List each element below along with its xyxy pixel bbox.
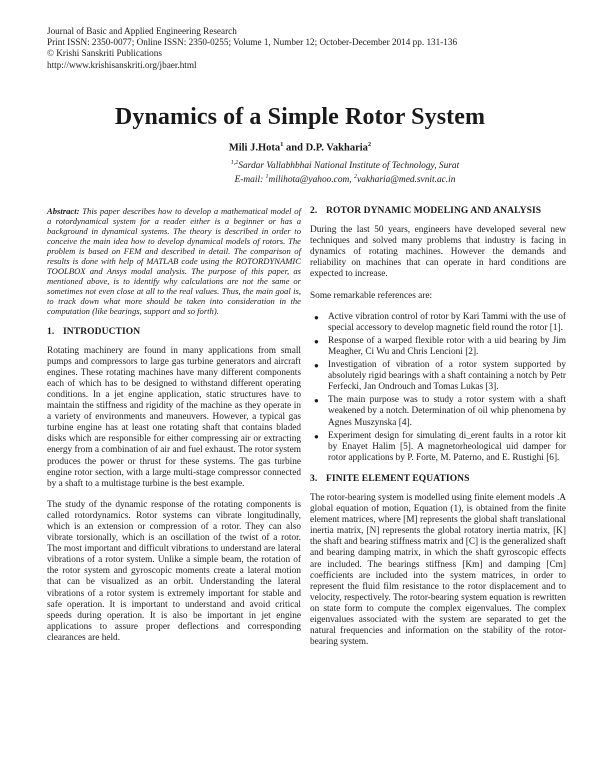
abstract-label: Abstract: xyxy=(47,206,80,216)
journal-copyright: © Krishi Sanskriti Publications xyxy=(47,48,162,59)
abstract xyxy=(47,206,301,317)
section-title: INTRODUCTION xyxy=(63,326,141,337)
affiliation-text: Sardar Vallabhbhai National Institute of Technology, Surat xyxy=(238,161,460,172)
email-superscript: 1 xyxy=(265,174,269,181)
paragraph: Rotating machinery are found in many applications from small pumps and compressors to large gas turbine generators and aircraft engines. These rotating machines have many different components each of which has to be designed to withstand different operating conditions. In a jet engine application, static structures have to maintain the stiffness and rigidity of the machine as they operate in a variety of environments and maneuvers. However, a typical gas turbine engine has at least one rotating shaft that contains bladed disks which are responsible for either compressing air or extracting energy from a combination of air and fuel exhaust. The rotor system produces the power or thrust for these systems. The gas turbine engine rotor section, with a large multi-stage compressor connected by a shaft to a multistage turbine is the best example. xyxy=(47,345,301,489)
list-item xyxy=(314,395,566,428)
section-number: 3. xyxy=(310,473,318,484)
bullet-icon: ● xyxy=(314,336,319,346)
paragraph: During the last 50 years, engineers have developed several new techniques and solved many problems that industry is facing in dynamics of rotating machines. However the demands and reliability on machines that can operate in hard conditions are expected to increase. xyxy=(310,225,566,280)
author-separator: and xyxy=(283,142,306,154)
author-superscript: 1 xyxy=(280,141,284,148)
paragraph: Some remarkable references are: xyxy=(310,290,433,301)
email-line xyxy=(180,172,510,186)
bullet-icon: ● xyxy=(314,431,319,441)
affiliation-block xyxy=(180,158,510,187)
list-item xyxy=(314,360,566,393)
abstract-text: This paper describes how to develop a mathematical model of a rotordynamical system for a reader either is a beginner or has a background in dynamical systems. The theory is described in order to conceive the main idea how to develop dynamical models of rotors. The problem is based on FEM and described in detail. The comparison of results is done with help of MATLAB code using the ROTORDYNAMIC TOOLBOX and Ansys modal analysis. The purpose of this paper, as mentioned above, is to identify why calculations are not the same or sometimes not even close at all to the real values. Thus, the main goal is, to track down what more should be taken into consideration in the computation (like bearings, support and so forth). xyxy=(47,206,301,317)
list-item-text: Response of a warped flexible rotor with a uid bearing by Jim Meagher, Ci Wu and Chris Lencioni [2]. xyxy=(328,335,566,357)
author-superscript: 2 xyxy=(367,141,372,148)
section-title: ROTOR DYNAMIC MODELING AND ANALYSIS xyxy=(326,206,542,216)
affiliation-superscript: 1,2 xyxy=(230,160,239,166)
journal-issn-line: Print ISSN: 2350-0077; Online ISSN: 2350-0255; Volume 1, Number 12; October-December 2014 pp. 131-136 xyxy=(47,37,458,48)
right-column xyxy=(310,206,566,658)
bullet-icon: ● xyxy=(314,361,319,371)
email-prefix: E-mail: xyxy=(234,175,266,186)
affiliation-line xyxy=(180,158,510,172)
paper-title: Dynamics of a Simple Rotor System xyxy=(114,104,486,130)
list-item-text: Experiment design for simulating di_erent faults in a rotor kit by Enayet Halim [5]. A magnetorheological uid damper for rotor applications by P. Forte, M. Paterno, and E. Rustighi [6]. xyxy=(328,430,566,463)
section-number: 1. xyxy=(47,326,55,337)
email-address[interactable]: milihota@yahoo.com, xyxy=(268,175,354,186)
list-item xyxy=(314,335,566,358)
reference-list xyxy=(310,312,566,464)
section-heading-finite-element-equations xyxy=(310,474,566,485)
list-item-text: Active vibration control of rotor by Kari Tammi with the use of special accessory to develop magnetic field round the rotor [1]. xyxy=(328,311,566,333)
bullet-icon: ● xyxy=(314,396,319,406)
section-title: FINITE ELEMENT EQUATIONS xyxy=(326,473,470,484)
author-line xyxy=(0,141,600,154)
list-item xyxy=(314,311,566,334)
author-name: D.P. Vakharia xyxy=(305,142,368,154)
journal-url[interactable]: http://www.krishisanskriti.org/jbaer.html xyxy=(47,59,197,70)
journal-name: Journal of Basic and Applied Engineering Research xyxy=(47,26,237,36)
email-address[interactable]: vakharia@med.svnit.ac.in xyxy=(356,175,456,186)
paragraph: The rotor-bearing system is modelled using finite element models .A global equation of motion, Equation (1), is obtained from the finite element matrices, where [M] represents the global shaft translational inertia matrix, [N] represents the global rotatory inertia matrix, [K] the shaft and bearing stiffness matrix and [C] is the generalized shaft and bearing damping matrix, in which the shaft gyroscopic effects are included. The bearings stiffness [Km] and damping [Cm] coefficients are included into the system matrices, in order to represent the fluid film resistance to the rotor displacement and to velocity, respectively. The rotor-bearing system equation is rewritten on state form to compute the complex eigenvalues. The complex eigenvalues associated with the system are separated to get the natural frequencies and information on the stability of the rotor-bearing system. xyxy=(310,492,566,648)
list-item-text: The main purpose was to study a rotor system with a shaft weakened by a notch. Determination of oil whip phenomena by Agnes Muszynska [4]. xyxy=(328,395,566,428)
paragraph: The study of the dynamic response of the rotating components is called rotordynamics. Rotor systems can vibrate longitudinally, which is an extension or compression of a rotor. They can also vibrate torsionally, which is an oscillation of the twist of a rotor. The most important and difficult vibrations to understand are lateral vibrations of a rotor system. Unlike a simple beam, the rotation of the rotor system and gyroscopic moments create a lateral motion that can be visualized as an orbit. Understanding the lateral vibrations of a rotor system is extremely important for stable and safe operation. It is important to understand and avoid critical speeds during operation. It is also be important in jet engine applications to assure proper deflections and corresponding clearances are held. xyxy=(47,499,301,643)
list-item-text: Investigation of vibration of a rotor system supported by absolutely rigid bearings with a shaft containing a notch by Petr Ferfecki, Jan Ondrouch and Tomas Lukas [3]. xyxy=(328,360,566,393)
section-heading-introduction xyxy=(47,327,301,338)
author-name: Mili J.Hota xyxy=(228,142,281,154)
section-number: 2. xyxy=(310,206,318,216)
bullet-icon: ● xyxy=(314,312,319,322)
journal-header xyxy=(47,26,557,71)
left-column xyxy=(47,206,301,654)
list-item xyxy=(314,430,566,464)
email-superscript: 2 xyxy=(353,174,357,181)
section-heading-rotor-dynamic-modeling xyxy=(310,206,566,217)
